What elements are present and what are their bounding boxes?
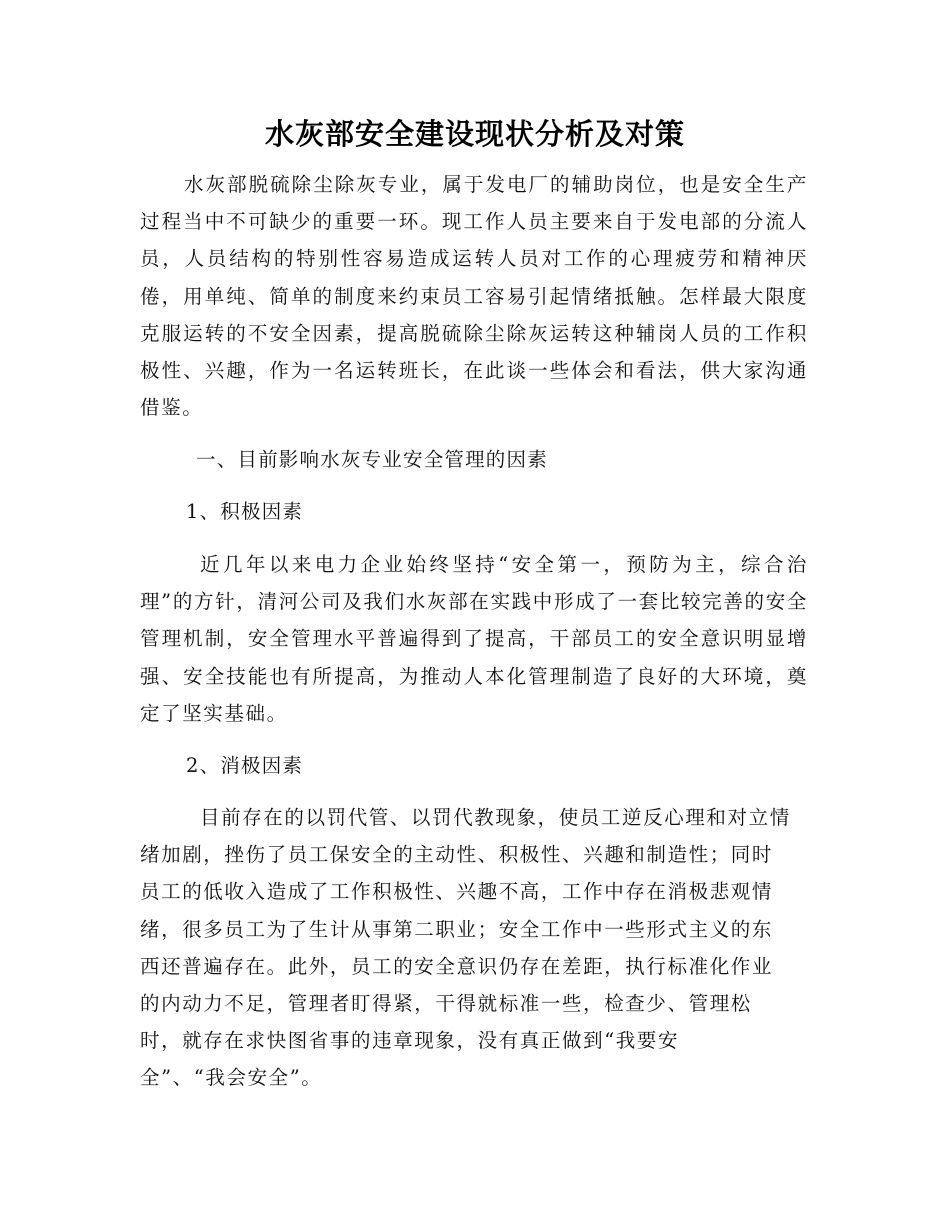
paragraph-line: 绪加剧，挫伤了员工保安全的主动性、积极性、兴趣和制造性；同时 — [140, 843, 774, 867]
paragraph-line: 的内动力不足，管理者盯得紧，干得就标准一些，检查少、管理松 — [140, 992, 752, 1016]
document-title: 水灰部安全建设现状分析及对策 — [264, 117, 685, 151]
intro-paragraph: 水灰部脱硫除尘除灰专业，属于发电厂的辅助岗位，也是安全生产过程当中不可缺少的重要一环。现工作人员主要来自于发电部的分流人员，人员结构的特别性容易造成运转人员对工作的心理疲劳和精神厌倦，用单纯、简单的制度来约束员工容易引起情绪抵触。怎样最大限度克服运转的不安全因素，提高脱硫除尘除灰运转这种辅岗人员的工作积极性、兴趣，作为一名运转班长，在此谈一些体会和看法，供大家沟通借鉴。 — [140, 173, 808, 420]
paragraph-line: 时，就存在求快图省事的违章现象，没有真正做到“我要安 — [140, 1029, 680, 1053]
subsection-heading-positive: 1、积极因素 — [186, 500, 304, 523]
paragraph-line: 全”、“我会安全”。 — [140, 1066, 323, 1090]
paragraph-line: 西还普遍存在。此外，员工的安全意识仍存在差距，执行标准化作业 — [140, 954, 774, 978]
paragraph-line: 员工的低收入造成了工作积极性、兴趣不高，工作中存在消极悲观情 — [140, 880, 774, 904]
negative-factors-paragraph — [140, 799, 808, 1097]
section-heading-1: 一、目前影响水灰专业安全管理的因素 — [196, 448, 548, 471]
subsection-heading-negative: 2、消极因素 — [186, 754, 304, 777]
paragraph-line: 绪，很多员工为了生计从事第二职业；安全工作中一些形式主义的东 — [140, 917, 774, 941]
positive-factors-paragraph: 近几年以来电力企业始终坚持“安全第一，预防为主，综合治理”的方针，清河公司及我们水灰部在实践中形成了一套比较完善的安全管理机制，安全管理水平普遍得到了提高，干部员工的安全意识明显增强、安全技能也有所提高，为推动人本化管理制造了良好的大环境，奠定了坚实基础。 — [140, 553, 808, 725]
paragraph-line: 目前存在的以罚代管、以罚代教现象，使员工逆反心理和对立情 — [200, 806, 791, 829]
